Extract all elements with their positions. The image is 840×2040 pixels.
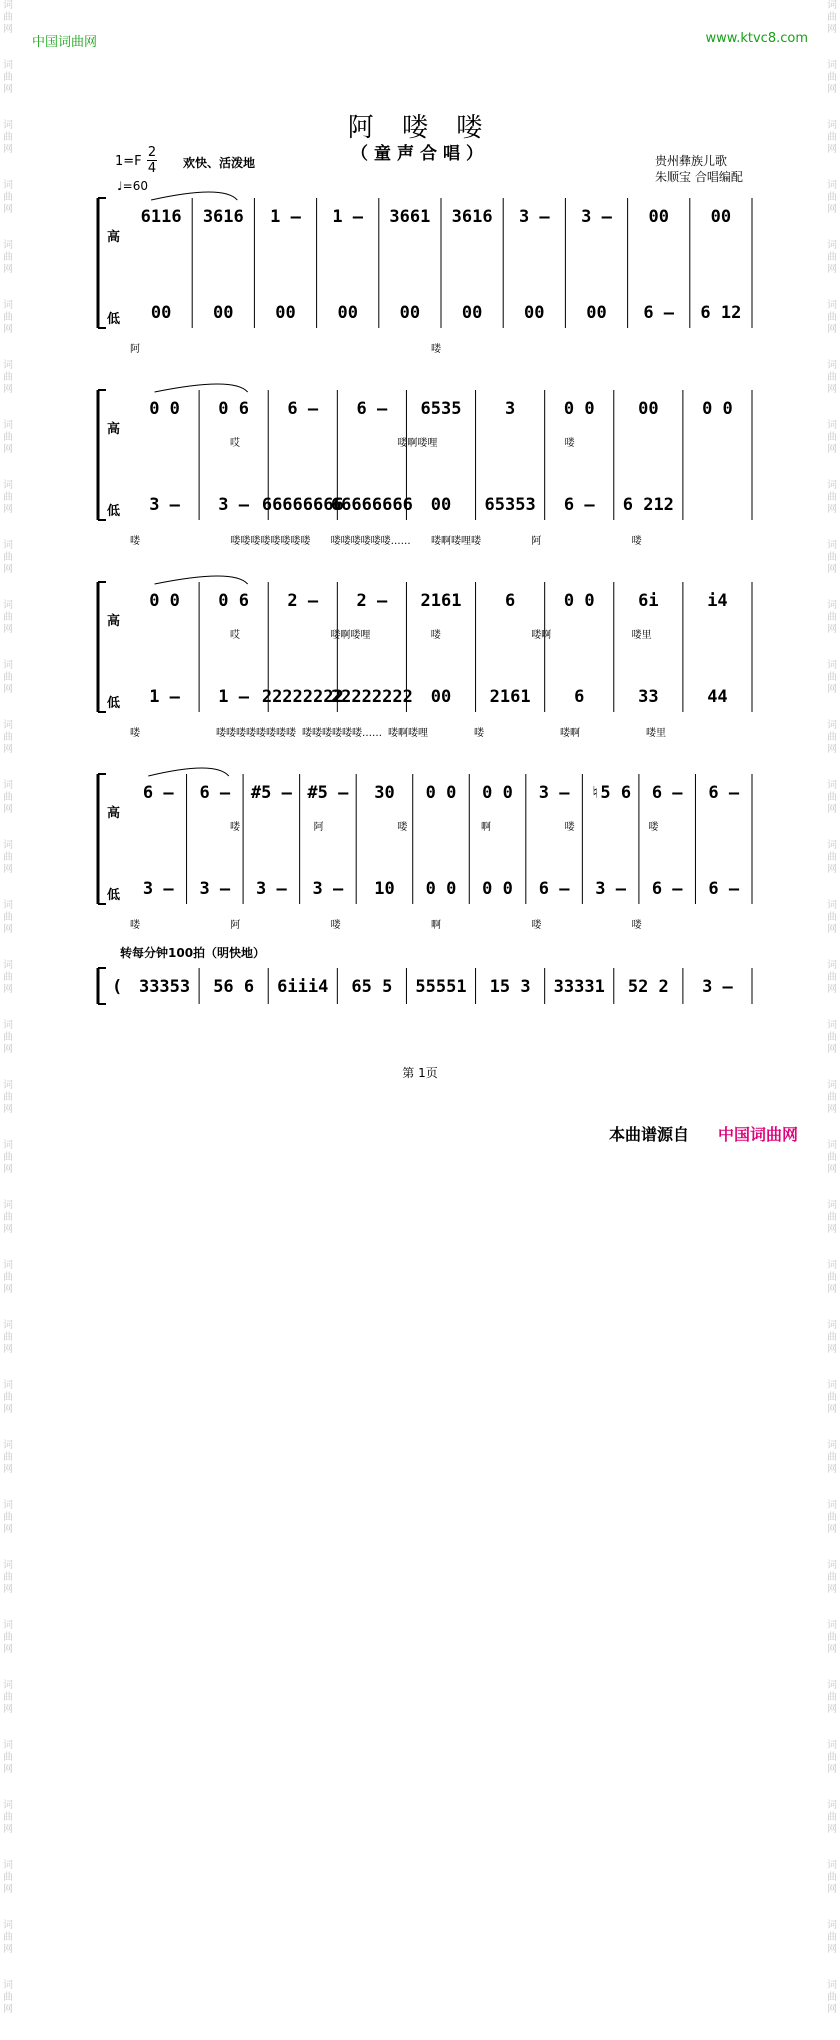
watermark-left: 词 曲 网 词 曲 网 词 曲 网 词 曲 网 词 曲 网 词 曲 网 词 曲 网 词 曲 网 词 曲 网 词 曲 网 词 曲 网 词 曲 网 词 曲 网 词 曲 网 词 曲 网 词 曲 网 词 曲 网 词 曲 网 词 曲 网 词 曲 网 词 曲 网 词 曲 网 词 曲 网 词 曲 网 词 曲 网 词 曲 网 词 曲 网 词 曲 网 词 曲 网 词 曲 网 词 曲 网 词 曲 网 词 曲 网 词 曲 网	[3, 0, 13, 2015]
system-1-low-lyric: 阿	[130, 344, 140, 355]
credit-arranger: 朱顺宝 合唱编配	[655, 170, 743, 184]
system-3-low-measure: 22222222	[330, 687, 413, 707]
system-4-low-lyric: 喽	[330, 920, 341, 931]
system-1-high-measure: 3616	[202, 207, 244, 227]
system-3-high-measure: 2161	[420, 591, 462, 611]
system-2-high-lyric: 喽啊喽哩	[397, 438, 438, 449]
system-4-low-measure: 10	[374, 879, 395, 899]
final-line-measure: 33331	[553, 977, 605, 997]
system-4-low-lyric: 阿	[230, 920, 241, 931]
final-line-measure: 33353	[138, 977, 191, 997]
final-line-measure: 3 –	[702, 977, 733, 997]
system-3-low-measure: 6	[574, 687, 585, 707]
system-1-high-measure: 3616	[451, 207, 493, 227]
system-3-low-lyric: 喽喽喽喽喽喽喽喽	[216, 728, 296, 739]
source-site[interactable]: 中国词曲网	[718, 1125, 799, 1144]
system-4-low-label: 低	[107, 888, 121, 903]
system-1-low-measure: 6 12	[700, 303, 742, 323]
system-4-high-lyric: 阿	[313, 822, 324, 833]
system-3-low-lyric: 喽啊	[560, 728, 580, 739]
system-3-high-lyric: 喽里	[631, 630, 652, 641]
site-url-right[interactable]: www.ktvc8.com	[705, 31, 808, 46]
system-1-low-label: 低	[107, 312, 121, 327]
system-4-high-lyric: 喽	[230, 822, 240, 833]
system-4-low-lyric: 喽	[531, 920, 542, 931]
system-3-high-measure: 6	[504, 591, 516, 611]
system-1-low-measure: 00	[524, 303, 545, 323]
system-2-high-measure: 6 –	[287, 399, 319, 419]
final-line-measure: 15 3	[489, 977, 531, 997]
system-2-high-lyric: 哎	[230, 438, 240, 449]
bpm-value: =60	[122, 179, 148, 193]
system-4-high-measure: 0 0	[482, 783, 513, 803]
system-2-tie	[155, 384, 248, 392]
quarter-note-icon: ♩	[117, 179, 123, 193]
system-2-high-lyric: 喽	[564, 438, 575, 449]
system-3-high-lyric: 喽啊	[531, 630, 552, 641]
system-2-low-label: 低	[107, 504, 121, 519]
key-signature: 1=F	[115, 154, 142, 169]
system-2-low-lyric: 喽啊喽哩喽	[431, 536, 481, 547]
system-1-high-label: 高	[107, 230, 121, 245]
final-line-measure: 56 6	[213, 977, 255, 997]
system-4-high-measure: ♮5 6	[590, 783, 632, 803]
system-2-high-measure: 6535	[420, 399, 462, 419]
system-3-high-measure: 0 0	[563, 591, 595, 611]
system-2-low-measure: 3 –	[218, 495, 250, 515]
system-2-high-measure: 0 0	[702, 399, 733, 419]
system-3-low-lyric: 喽啊喽哩	[388, 728, 428, 739]
system-3-low-measure: 00	[430, 687, 452, 707]
system-4-low-measure: 0 0	[425, 879, 457, 899]
system-4-high-lyric: 啊	[481, 822, 491, 833]
system-2-low-measure: 65353	[484, 495, 536, 515]
system-1-high-measure: 6116	[140, 207, 182, 227]
system-3-high-measure: 6i	[638, 591, 659, 611]
time-sig-bottom: 4	[147, 161, 157, 176]
system-2-low-measure: 66666666	[261, 495, 344, 515]
system-3-low-measure: 2161	[489, 687, 531, 707]
system-4-low-lyric: 啊	[431, 920, 441, 931]
system-4-low-measure: 3 –	[595, 879, 626, 899]
page-number: 第 1页	[402, 1066, 438, 1080]
system-3-low-measure: 22222222	[261, 687, 344, 707]
system-4-low-lyric: 喽	[631, 920, 642, 931]
system-1-low-measure: 00	[586, 303, 607, 323]
system-2-high-measure: 0 0	[563, 399, 595, 419]
system-4-high-measure: 3 –	[538, 783, 570, 803]
system-1-low-measure: 6 –	[643, 303, 675, 323]
system-4-low-measure: 3 –	[312, 879, 344, 899]
system-1-high-measure: 00	[710, 207, 732, 227]
source-label: 本曲谱源自	[609, 1125, 690, 1144]
final-line-measure: 6iii4	[277, 977, 329, 997]
system-3-high-measure: 2 –	[287, 591, 319, 611]
system-2-low-lyric: 喽喽喽喽喽喽喽喽	[230, 536, 311, 547]
final-line-measure: 52 2	[627, 977, 669, 997]
system-2-low-lyric: 喽喽喽喽喽喽……	[330, 536, 411, 547]
system-2-low-measure: 3 –	[149, 495, 180, 515]
system-1-low-measure: 00	[213, 303, 234, 323]
system-3-low-lyric: 喽里	[646, 728, 666, 739]
system-1-high-measure: 00	[648, 207, 669, 227]
system-3-high-measure: 2 –	[356, 591, 388, 611]
system-4-high-measure: #5 –	[250, 783, 292, 803]
watermark-right: 词 曲 网 词 曲 网 词 曲 网 词 曲 网 词 曲 网 词 曲 网 词 曲 网 词 曲 网 词 曲 网 词 曲 网 词 曲 网 词 曲 网 词 曲 网 词 曲 网 词 曲 网 词 曲 网 词 曲 网 词 曲 网 词 曲 网 词 曲 网 词 曲 网 词 曲 网 词 曲 网 词 曲 网 词 曲 网 词 曲 网 词 曲 网 词 曲 网 词 曲 网 词 曲 网 词 曲 网 词 曲 网 词 曲 网 词 曲 网	[827, 0, 837, 2015]
system-3-low-measure: 44	[707, 687, 728, 707]
system-2-high-measure: 0 6	[218, 399, 250, 419]
system-3-high-measure: i4	[707, 591, 728, 611]
system-4-high-label: 高	[107, 806, 121, 821]
time-sig-top: 2	[147, 145, 157, 160]
system-4-tie	[148, 768, 229, 776]
system-4-high-measure: #5 –	[307, 783, 349, 803]
system-4-low-measure: 6 –	[651, 879, 683, 899]
system-3-tie	[155, 576, 248, 584]
system-2-high-measure: 6 –	[356, 399, 388, 419]
system-4-low-measure: 3 –	[199, 879, 231, 899]
system-2-high-measure: 0 0	[149, 399, 180, 419]
system-2-low-measure: 66666666	[330, 495, 413, 515]
system-4-low-measure: 0 0	[482, 879, 513, 899]
system-1-high-measure: 3 –	[518, 207, 550, 227]
system-1-high-measure: 1 –	[270, 207, 301, 227]
system-1-high-measure: 3 –	[581, 207, 612, 227]
system-2-low-lyric: 喽	[130, 536, 140, 547]
system-4-low-measure: 3 –	[256, 879, 287, 899]
system-1-low-measure: 00	[461, 303, 483, 323]
system-4-high-measure: 6 –	[142, 783, 174, 803]
system-1-low-measure: 00	[150, 303, 172, 323]
system-3-high-lyric: 哎	[230, 630, 240, 641]
final-line-measure: 55551	[415, 977, 467, 997]
system-3-low-lyric: 喽	[474, 728, 484, 739]
system-3-high-lyric: 喽	[430, 630, 441, 641]
system-4-high-lyric: 喽	[564, 822, 575, 833]
system-3-low-label: 低	[107, 696, 121, 711]
system-4-high-measure: 30	[374, 783, 395, 803]
system-2-low-measure: 6 –	[563, 495, 595, 515]
system-1-low-measure: 00	[337, 303, 358, 323]
site-name-left[interactable]: 中国词曲网	[32, 35, 98, 50]
system-3-high-label: 高	[107, 614, 121, 629]
system-2-low-lyric: 喽	[631, 536, 642, 547]
system-4-high-measure: 6 –	[199, 783, 231, 803]
system-3-low-lyric: 喽喽喽喽喽喽……	[302, 728, 382, 739]
system-2-low-measure: 6 212	[622, 495, 674, 515]
system-1-high-measure: 1 –	[332, 207, 364, 227]
system-3-low-lyric: 喽	[130, 728, 140, 739]
song-title: 阿 喽 喽	[347, 113, 493, 143]
system-3-low-measure: 33	[638, 687, 659, 707]
system-2-high-label: 高	[107, 422, 121, 437]
system-2-high-measure: 3	[504, 399, 516, 419]
system-4-high-lyric: 喽	[648, 822, 659, 833]
final-line-open-paren: (	[112, 977, 123, 997]
system-3-high-measure: 0 0	[149, 591, 180, 611]
system-3-low-measure: 1 –	[218, 687, 250, 707]
system-4-low-measure: 6 –	[708, 879, 740, 899]
system-3-high-lyric: 喽啊喽哩	[330, 630, 371, 641]
system-2-high-measure: 00	[638, 399, 659, 419]
system-1-low-lyric: 喽	[431, 344, 441, 355]
system-3-low-measure: 1 –	[149, 687, 180, 707]
system-4-high-measure: 6 –	[651, 783, 683, 803]
credit-origin: 贵州彝族儿歌	[655, 154, 728, 168]
system-4-high-measure: 6 –	[708, 783, 740, 803]
system-4-low-measure: 6 –	[538, 879, 570, 899]
system-2-low-measure: 00	[430, 495, 452, 515]
system-4-high-lyric: 喽	[397, 822, 408, 833]
system-1-tie	[151, 192, 237, 200]
song-subtitle: （童声合唱）	[351, 144, 489, 164]
final-line-measure: 65 5	[351, 977, 393, 997]
system-1-high-measure: 3661	[389, 207, 431, 227]
system-4-low-measure: 3 –	[142, 879, 174, 899]
system-4-high-measure: 0 0	[425, 783, 457, 803]
tempo-marking: 欢快、活泼地	[183, 156, 256, 170]
system-1-low-measure: 00	[275, 303, 296, 323]
tempo-change: 转每分钟100拍（明快地）	[120, 946, 266, 960]
system-4-low-lyric: 喽	[130, 920, 140, 931]
system-1-low-measure: 00	[399, 303, 421, 323]
system-2-low-lyric: 阿	[531, 536, 542, 547]
system-3-high-measure: 0 6	[218, 591, 250, 611]
